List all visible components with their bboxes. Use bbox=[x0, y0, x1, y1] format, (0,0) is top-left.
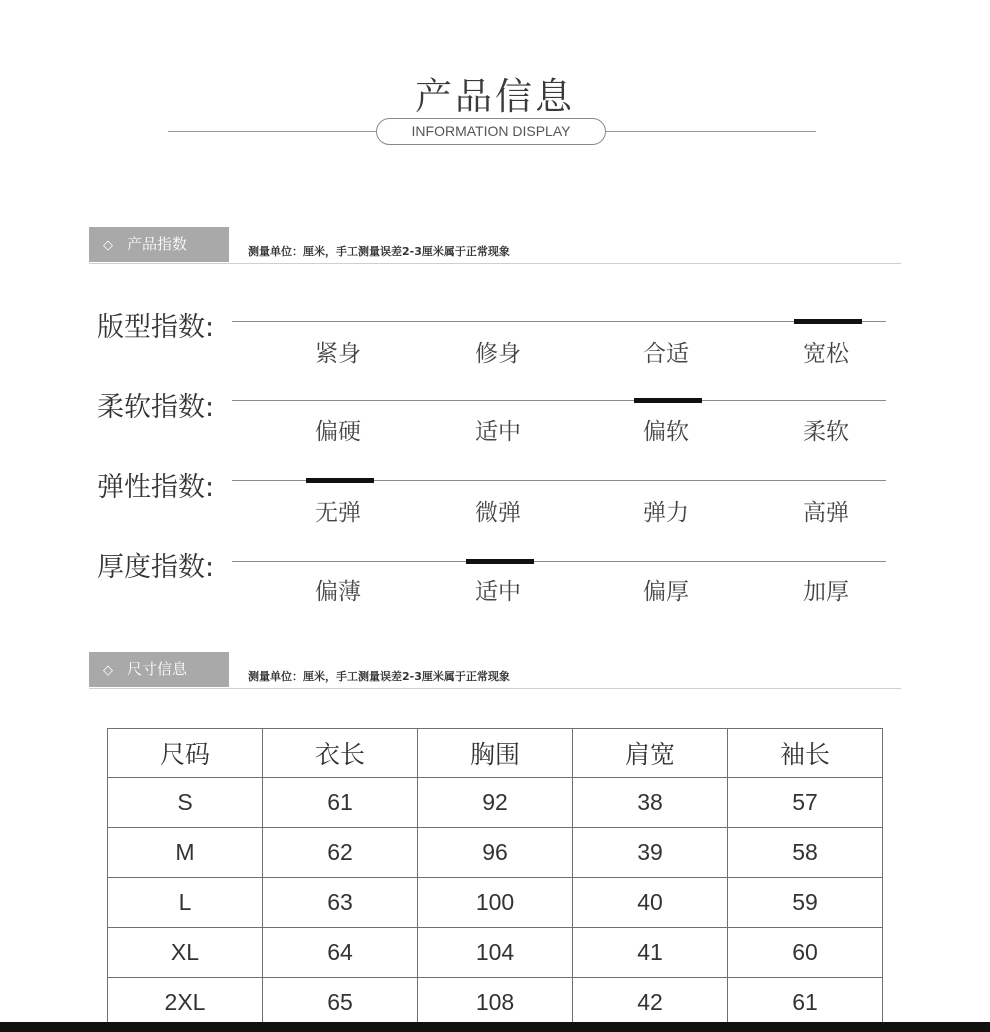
bottom-edge-bar bbox=[0, 1022, 990, 1032]
measurement-cell: 59 bbox=[728, 878, 883, 928]
index-row-track bbox=[232, 561, 886, 562]
measurement-cell: 41 bbox=[573, 928, 728, 978]
column-header-length: 衣长 bbox=[263, 729, 418, 778]
column-header-chest: 胸围 bbox=[418, 729, 573, 778]
header-subtitle-pill: INFORMATION DISPLAY bbox=[376, 118, 606, 145]
index-option: 偏厚 bbox=[643, 579, 689, 605]
index-row-marker bbox=[306, 478, 374, 483]
index-row-track bbox=[232, 321, 886, 322]
index-row-marker bbox=[794, 319, 862, 324]
measurement-cell: 100 bbox=[418, 878, 573, 928]
index-option: 宽松 bbox=[803, 341, 849, 367]
index-row-marker bbox=[634, 398, 702, 403]
section-index-tag bbox=[89, 227, 229, 262]
table-row bbox=[108, 878, 883, 928]
measurement-cell: 108 bbox=[418, 978, 573, 1028]
section-size-rule bbox=[89, 688, 901, 689]
section-index-tag-label: 产品指数 bbox=[127, 235, 188, 253]
measurement-cell: 58 bbox=[728, 828, 883, 878]
index-option: 适中 bbox=[475, 419, 521, 445]
measurement-cell: 63 bbox=[263, 878, 418, 928]
index-row-label: 厚度指数: bbox=[97, 552, 215, 583]
section-size-note: 测量单位：厘米，手工测量误差2-3厘米属于正常现象 bbox=[248, 670, 510, 683]
index-row-track bbox=[232, 400, 886, 401]
index-option: 修身 bbox=[475, 341, 521, 367]
header-line-right bbox=[604, 131, 816, 132]
size-cell: L bbox=[108, 878, 263, 928]
measurement-cell: 92 bbox=[418, 778, 573, 828]
index-option: 合适 bbox=[643, 341, 689, 367]
index-option: 无弹 bbox=[315, 500, 361, 526]
index-option: 偏硬 bbox=[315, 419, 361, 445]
index-option: 加厚 bbox=[803, 579, 849, 605]
measurement-cell: 38 bbox=[573, 778, 728, 828]
measurement-cell: 39 bbox=[573, 828, 728, 878]
measurement-cell: 40 bbox=[573, 878, 728, 928]
size-cell: 2XL bbox=[108, 978, 263, 1028]
size-cell: M bbox=[108, 828, 263, 878]
size-table bbox=[107, 728, 883, 1028]
index-option: 弹力 bbox=[643, 500, 689, 526]
column-header-shoulder: 肩宽 bbox=[573, 729, 728, 778]
header-line-left bbox=[168, 131, 378, 132]
index-option: 偏薄 bbox=[315, 579, 361, 605]
index-option: 微弹 bbox=[475, 500, 521, 526]
index-option: 柔软 bbox=[803, 419, 849, 445]
table-row bbox=[108, 978, 883, 1028]
index-option: 偏软 bbox=[643, 419, 689, 445]
table-row bbox=[108, 828, 883, 878]
measurement-cell: 61 bbox=[728, 978, 883, 1028]
measurement-cell: 57 bbox=[728, 778, 883, 828]
table-header-row bbox=[108, 729, 883, 778]
column-header-sleeve: 袖长 bbox=[728, 729, 883, 778]
section-size-tag-label: 尺寸信息 bbox=[127, 660, 188, 678]
diamond-icon: ◇ bbox=[103, 238, 113, 253]
diamond-icon: ◇ bbox=[103, 663, 113, 678]
index-option: 高弹 bbox=[803, 500, 849, 526]
measurement-cell: 64 bbox=[263, 928, 418, 978]
measurement-cell: 96 bbox=[418, 828, 573, 878]
size-table-body bbox=[108, 778, 883, 1028]
table-row bbox=[108, 778, 883, 828]
index-row-marker bbox=[466, 559, 534, 564]
index-row-label: 版型指数: bbox=[97, 312, 215, 343]
column-header-size: 尺码 bbox=[108, 729, 263, 778]
index-option: 适中 bbox=[475, 579, 521, 605]
section-size-tag bbox=[89, 652, 229, 687]
table-row bbox=[108, 928, 883, 978]
measurement-cell: 62 bbox=[263, 828, 418, 878]
size-cell: S bbox=[108, 778, 263, 828]
measurement-cell: 61 bbox=[263, 778, 418, 828]
index-row-label: 柔软指数: bbox=[97, 392, 215, 423]
index-row-label: 弹性指数: bbox=[97, 472, 215, 503]
section-index-rule bbox=[89, 263, 901, 264]
index-option: 紧身 bbox=[315, 341, 361, 367]
measurement-cell: 65 bbox=[263, 978, 418, 1028]
measurement-cell: 104 bbox=[418, 928, 573, 978]
page-title: 产品信息 bbox=[415, 75, 575, 118]
section-index-note: 测量单位：厘米，手工测量误差2-3厘米属于正常现象 bbox=[248, 245, 510, 258]
measurement-cell: 60 bbox=[728, 928, 883, 978]
size-cell: XL bbox=[108, 928, 263, 978]
measurement-cell: 42 bbox=[573, 978, 728, 1028]
